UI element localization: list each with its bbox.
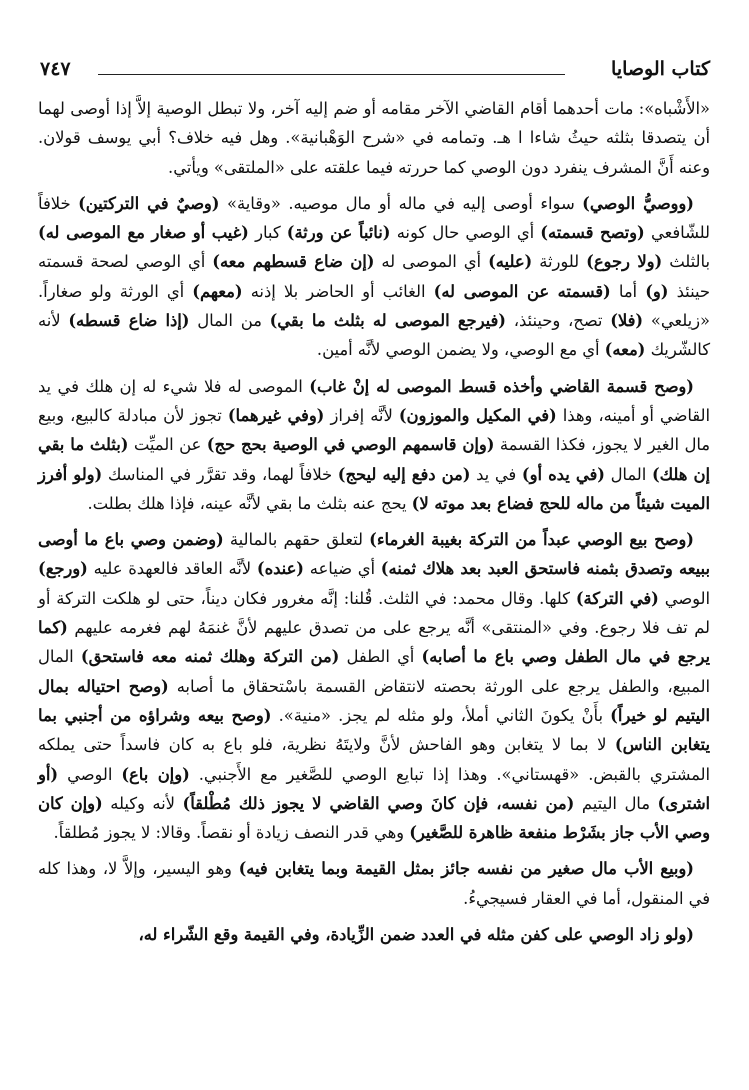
sharh-text: عن الميِّت	[128, 435, 207, 455]
matn-text: (ووصيُّ الوصي)	[582, 193, 694, 213]
sharh-text: وهي قدر النصف زيادة أو نقصاً. وقالا: لا يجوز مُطلقاً.	[53, 823, 410, 843]
sharh-text: أي الطفل	[339, 647, 422, 667]
sharh-text: أي الوصي حال كونه	[390, 223, 541, 243]
sharh-text: للورثة	[532, 252, 587, 272]
matn-text: (في يده أو)	[521, 464, 605, 484]
matn-text: (وفي غيرهما)	[227, 405, 325, 425]
matn-text: (فلا)	[610, 311, 644, 331]
sharh-text: الغائب أو الحاضر بلا إذنه	[242, 281, 434, 301]
sharh-text: لأنه وكيله	[102, 793, 183, 813]
sharh-text: لتعلق حقهم بالمالية	[223, 530, 370, 550]
matn-text: (ورجع)	[38, 559, 88, 579]
sharh-text: لأنَّه إفراز	[324, 405, 399, 425]
matn-text: (معه)	[604, 340, 646, 360]
paragraph	[38, 854, 710, 913]
page-number: ٧٤٧	[40, 58, 71, 80]
matn-text: (وصح بيع الوصي عبداً من التركة بغيبة الغرماء)	[369, 530, 694, 550]
matn-text: (وتصح قسمته)	[540, 223, 645, 243]
sharh-text: تصح، وحينئذ،	[505, 311, 611, 331]
sharh-text: وهو اليسير، وإلاَّ لا، وهذا كله في المنقول، أما في العقار فسيجيءُ.	[38, 859, 710, 908]
page-body	[38, 94, 710, 956]
matn-text: (من التركة وهلك ثمنه معه فاستحق)	[80, 647, 340, 667]
sharh-text: أي مع الوصي، ولا يضمن الوصي لأنَّه أمين.	[316, 340, 605, 360]
sharh-text: أي ضياعه	[304, 559, 381, 579]
matn-text: (وصح احتياله بمال اليتيم لو خيراً)	[38, 676, 710, 725]
sharh-text: لأنه كالشّريك	[38, 311, 710, 360]
matn-text: (أو اشترى)	[38, 764, 710, 813]
paragraph	[38, 189, 710, 365]
sharh-text: في يد	[470, 464, 522, 484]
matn-text: (كما يرجع في مال الطفل وصي باع ما أصابه)	[38, 618, 710, 667]
matn-text: (ولو أفرز الميت شيئاً من ماله للحج فضاع بعد موته لا)	[38, 464, 710, 513]
matn-text: (عليه)	[488, 252, 533, 272]
matn-text: (ولا رجوع)	[586, 252, 663, 272]
sharh-text: كبار	[248, 223, 287, 243]
matn-text: (وضمن وصي باع ما أوصى ببيعه وتصدق بثمنه فاستحق العبد بعد هلاك ثمنه)	[38, 530, 711, 579]
matn-text: (فيرجع الموصى له بثلث ما بقي)	[269, 311, 506, 331]
paragraph	[38, 372, 710, 518]
sharh-text: يحج عنه بثلث ما بقي لأنَّه عينه، فإذا هلك بطلت.	[87, 493, 412, 513]
sharh-text: «الأَشْباه»: مات أحدهما أقام القاضي الآخر مقامه أو ضم إليه آخر، ولا تبطل الوصية إلاَّ إذا أوصى لهما أن يتصدقا بثلثه حيثُ شاءا ا هـ. وتمامه في «شرح الوَهْبانية». وهل فيه خلاف؟ أبي يوسف قولان. وعنه أَنَّ المشرف ينفرد دون الوصي كما حررته فيما علقته على «الملتقى» ويأتي.	[38, 99, 710, 177]
sharh-text: لأنَّه العاقد فالعهدة عليه	[87, 559, 257, 579]
sharh-text: مال اليتيم	[574, 793, 658, 813]
paragraph	[38, 920, 710, 949]
sharh-text: أي الموصى له	[374, 252, 489, 272]
matn-text: (وصح قسمة القاضي وأخذه قسط الموصى له إنْ غاب)	[309, 376, 695, 396]
sharh-text: من المال	[189, 311, 270, 331]
sharh-text: كلها. وقال محمد: في الثلث. قُلنا: إنَّه مغرور فكان ديناً، حتى لو هلكت التركة أو لم تف فلا رجوع. وفي «المنتقى» أنَّه يرجع على من تصدق عليهم لأنَّ غنمَهُ لهم فغرمه عليهم	[38, 588, 710, 638]
sharh-text: بالثلث	[662, 252, 710, 272]
matn-text: (من دفع إليه ليحج)	[337, 464, 471, 484]
matn-text: (وإن كان وصي الأب جاز بشَرْط منفعة ظاهرة للصَّغير)	[38, 793, 710, 843]
matn-text: (وصيٌ في التركتين)	[78, 193, 220, 213]
paragraph	[38, 94, 710, 182]
sharh-text: المال المبيع، والطفل يرجع على الورثة بحصته لانتقاض القسمة باسْتحقاق ما أصابه	[38, 647, 710, 696]
sharh-text: لا بما لا يتغابن وهو الفاحش لأنَّ ولايتَهُ نظرية، فلو باع به كان فاسداً حتى يملكه المشتري بالقبض. «قهستاني». وهذا إذا تبايع الوصي للصَّغير مع الأَجنبي.	[38, 735, 710, 784]
sharh-text: أما	[610, 281, 646, 301]
matn-text: (ولو زاد الوصي على كفن مثله في العدد ضمن الزِّيادة، وفي القيمة وقع الشّراء له،	[138, 925, 694, 945]
matn-text: (و)	[645, 281, 669, 301]
matn-text: (وإن باع)	[121, 764, 190, 784]
page-header	[40, 58, 710, 86]
matn-text: (إذا ضاع قسطه)	[68, 311, 190, 331]
matn-text: (في المكيل والموزون)	[398, 405, 557, 425]
matn-text: (وصح بيعه وشراؤه من أجنبي بما يتغابن الناس)	[38, 705, 710, 755]
sharh-text: خلافاً لهما، وقد تقرَّر في المناسك	[102, 464, 338, 484]
matn-text: (معهم)	[192, 281, 243, 301]
sharh-text: الوصي	[658, 588, 710, 608]
sharh-text: بأَنْ يكونَ الثاني أملأ، ولو مثله لم يجز. «منية».	[271, 705, 611, 725]
paragraph	[38, 525, 710, 847]
matn-text: (بثلث ما بقي إن هلك)	[38, 435, 710, 484]
matn-text: (في التركة)	[575, 588, 659, 608]
matn-text: (إن ضاع قسطهم معه)	[212, 252, 375, 272]
sharh-text: سواء أوصى إليه في ماله أو مال موصيه. «وقاية»	[219, 193, 583, 213]
sharh-text: خلافاً للشّافعي	[38, 193, 710, 243]
matn-text: (نائباً عن ورثة)	[286, 223, 391, 243]
sharh-text: تجوز لأن مبادلة كالبيع، وبيع مال الغير لا يجوز، فكذا القسمة	[38, 405, 711, 455]
matn-text: (غيب أو صغار مع الموصى له)	[38, 223, 249, 243]
matn-text: (قسمته عن الموصى له)	[433, 281, 611, 301]
sharh-text: أي الورثة ولو صغاراً. «زيلعي»	[38, 281, 710, 331]
header-rule	[98, 74, 565, 75]
sharh-text: الوصي	[58, 764, 122, 784]
matn-text: (وبيع الأب مال صغير من نفسه جائز بمثل القيمة وبما يتغابن فيه)	[238, 859, 694, 879]
sharh-text: المال	[604, 464, 652, 484]
matn-text: (عنده)	[256, 559, 304, 579]
matn-text: (وإن قاسمهم الوصي في الوصية بحج حج)	[206, 435, 495, 455]
sharh-text: أي الوصي لصحة قسمته حينئذ	[38, 252, 710, 301]
chapter-title: كتاب الوصايا	[611, 58, 710, 80]
matn-text: (من نفسه، فإن كانَ وصي القاضي لا يجوز ذلك مُطْلقاً)	[182, 793, 575, 813]
sharh-text: الموصى له فلا شيء له إن هلك في يد القاضي أو أمينه، وهذا	[38, 376, 711, 425]
